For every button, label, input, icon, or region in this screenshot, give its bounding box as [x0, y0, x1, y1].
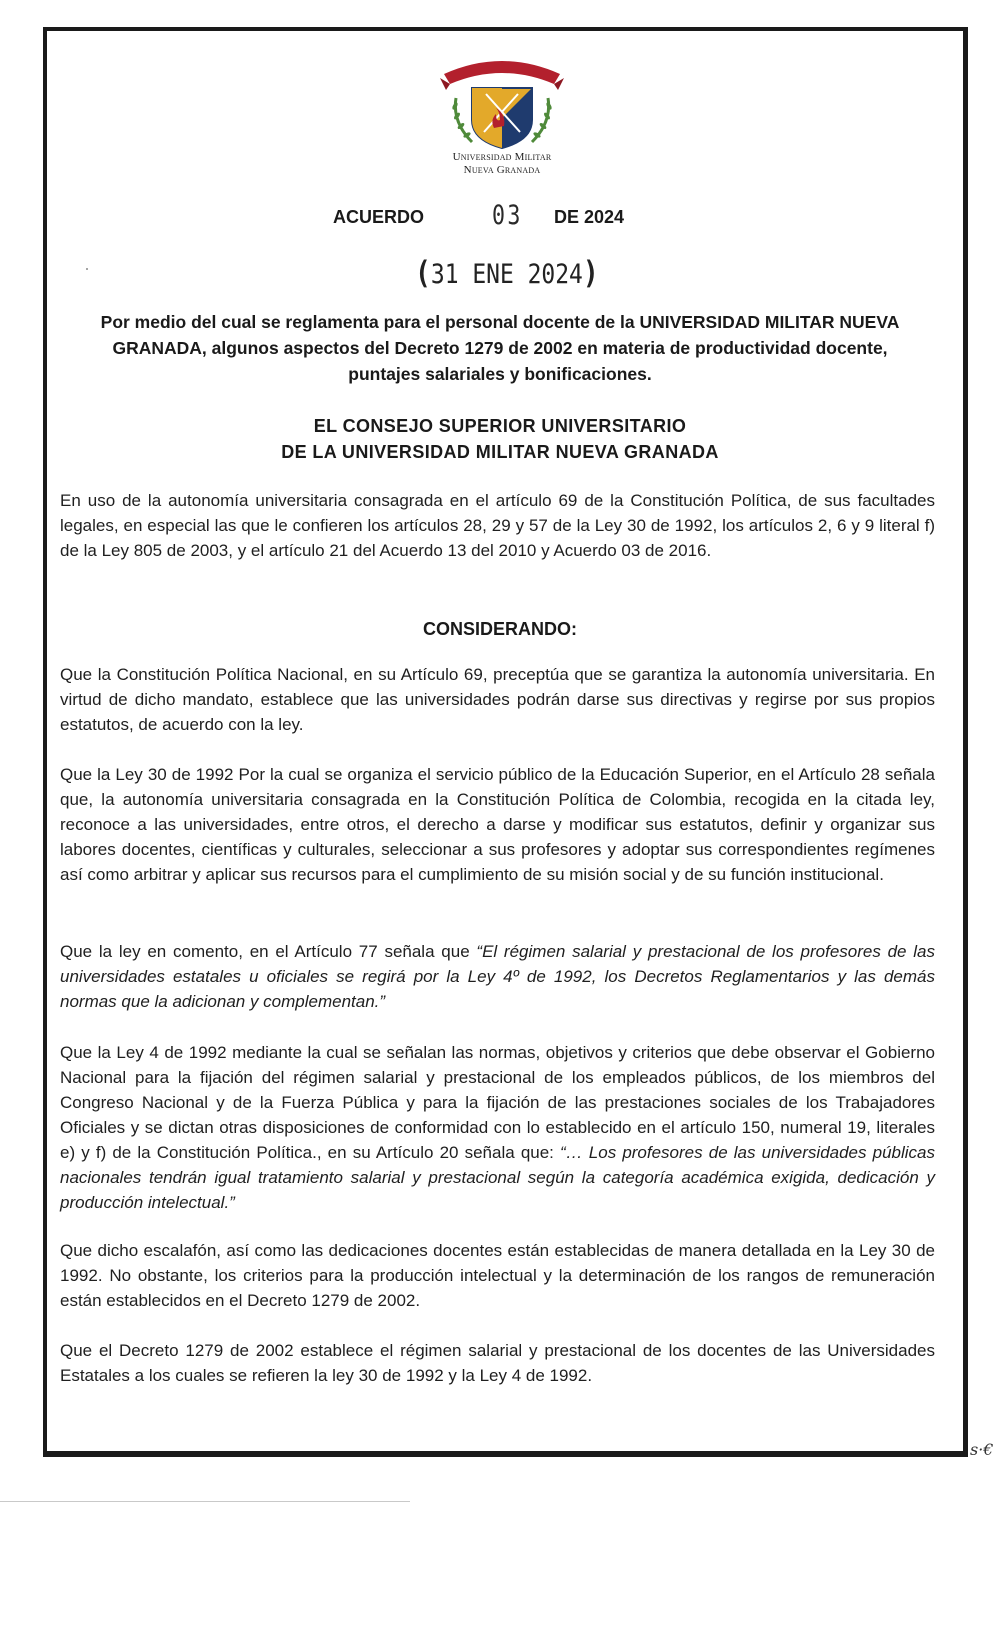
paragraph-ley-4 — [60, 1040, 935, 1215]
paragraph-articulo-77-quote: “El régimen salarial y prestacional de los profesores de las universidades estatales u oficiales se regirá por la Ley 4º de 1992, los Decretos Reglamentarios y las demás normas que la adicionan y complementan.” — [60, 942, 935, 1011]
preamble-paragraph: En uso de la autonomía universitaria consagrada en el artículo 69 de la Constitución Política, de sus facultades legales, en especial las que le confieren los artículos 28, 29 y 57 de la Ley 30 de 1992, los artículos 2, 6 y 9 literal f) de la Ley 805 de 2003, y el artículo 21 del Acuerdo 13 del 2010 y Acuerdo 03 de 2016. — [60, 491, 935, 560]
date-stamp-close: ) — [582, 255, 599, 291]
handwritten-initials: s·€ — [970, 1440, 994, 1459]
paragraph-escalafon: Que dicho escalafón, así como las dedicaciones docentes están establecidas de manera detallada en la Ley 30 de 1992. No obstante, los criterios para la producción intelectual y la determinación de los rangos de remuneración están establecidos en el Decreto 1279 de 2002. — [60, 1241, 935, 1310]
considerando-heading: CONSIDERANDO: — [422, 619, 577, 639]
paragraph-ley-4-text: Que la Ley 4 de 1992 mediante la cual se señalan las normas, objetivos y criterios que debe observar el Gobierno Nacional para la fijación del régimen salarial y prestacional de los empleados públicos, de los miembros del Congreso Nacional y de la Fuerza Pública y para la fijación de las prestaciones sociales de los Trabajadores Oficiales y se dictan otras disposiciones de conformidad con lo establecido en el artículo 150, numeral 19, literales e) y f) de la Constitución Política., en su Artículo 20 señala que: — [60, 1043, 935, 1162]
council-heading-line1: EL CONSEJO SUPERIOR UNIVERSITARIO — [313, 416, 687, 436]
council-heading — [190, 413, 810, 465]
university-name-line2: Nueva Granada — [463, 164, 541, 176]
date-stamp-text: 31 ENE 2024 — [430, 259, 583, 290]
paragraph-ley-4-quote: “… Los profesores de las universidades públicas nacionales tendrán igual tratamiento salarial y prestacional según la categoría académica exigida, dedicación y producción intelectual.” — [60, 1143, 935, 1212]
council-heading-line2: DE LA UNIVERSIDAD MILITAR NUEVA GRANADA — [281, 442, 719, 462]
university-name — [420, 151, 584, 177]
scan-edge-line — [0, 1501, 410, 1502]
document-title: Por medio del cual se reglamenta para el personal docente de la UNIVERSIDAD MILITAR NUEVA GRANADA, algunos aspectos del Decreto 1279 de 2002 en materia de productividad docente, puntajes salariales y bonificaciones. — [100, 312, 900, 384]
university-name-line1: Universidad Militar — [452, 151, 552, 163]
paragraph-ley-30: Que la Ley 30 de 1992 Por la cual se organiza el servicio público de la Educación Superior, en el Artículo 28 señala que, la autonomía universitaria consagrada en la Constitución Política de Colombia, recogida en la citada ley, reconoce a las universidades, entre otros, el derecho a darse y modificar sus estatutos, definir y organizar sus labores docentes, científicas y culturales, seleccionar a sus profesores y adoptar sus correspondientes regímenes así como arbitrar y aplicar sus recursos para el cumplimiento de su misión social y de su función institucional. — [60, 765, 935, 884]
university-crest-icon — [438, 50, 566, 154]
acuerdo-label: ACUERDO — [333, 207, 425, 227]
date-stamp — [415, 255, 599, 291]
paragraph-constitucion: Que la Constitución Política Nacional, en su Artículo 69, preceptúa que se garantiza la autonomía universitaria. En virtud de dicho mandato, establece que las universidades podrán darse sus directivas y regirse por sus propios estatutos, de acuerdo con la ley. — [60, 665, 935, 734]
acuerdo-number-stamp: 03 — [492, 200, 523, 231]
paragraph-articulo-77 — [60, 939, 935, 1014]
date-stamp-open: ( — [415, 255, 431, 291]
scan-speck — [86, 268, 88, 270]
paragraph-decreto-1279: Que el Decreto 1279 de 2002 establece el régimen salarial y prestacional de los docentes de las Universidades Estatales a los cuales se refieren la ley 30 de 1992 y la Ley 4 de 1992. — [60, 1341, 935, 1385]
acuerdo-year: DE 2024 — [554, 207, 625, 227]
paragraph-articulo-77-text: Que la ley en comento, en el Artículo 77 señala que — [60, 942, 477, 961]
